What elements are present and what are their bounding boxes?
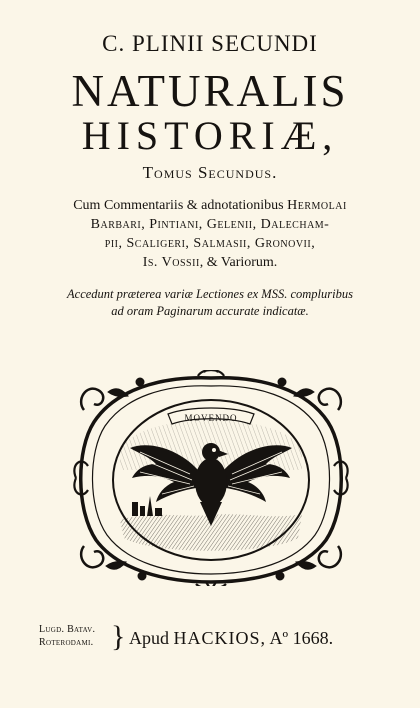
commentary-line2: Barbari, Pintiani, Gelenii, Dalecham- (90, 217, 330, 232)
imprint-publisher-name: HACKIOS, (173, 628, 267, 648)
imprint (39, 622, 389, 662)
accedunt-line1: Accedunt præterea variæ Lectiones ex MSS. compluribus (67, 287, 353, 301)
imprint-brace: } (111, 620, 126, 653)
commentary-line4 (30, 253, 390, 272)
commentary-line1 (30, 196, 390, 215)
imprint-publisher-line (129, 628, 333, 649)
imprint-place-leiden: Lugd. Batav. (39, 624, 96, 635)
commentary-name-vossius: Is. Vossii (142, 255, 200, 270)
commentary-name-hermolai: Hermolai (287, 198, 347, 213)
motto-text: MOVENDO (184, 413, 238, 423)
eagle-emblem-vignette (70, 370, 352, 586)
main-title-line1: NATURALIS (71, 66, 349, 116)
commentary-line3: pii, Scaligeri, Salmasii, Gronovii, (104, 236, 316, 251)
imprint-year: Aº 1668. (269, 628, 334, 648)
volume-line: Tomus Secundus. (142, 163, 278, 182)
commentary-suffix: , & Variorum. (199, 255, 278, 270)
author-line: C. PLINII SECUNDI (102, 31, 318, 56)
imprint-place-rotterdam: Roterodami. (39, 637, 94, 648)
main-title-line2: HISTORIÆ, (81, 113, 339, 158)
accedunt-line2: ad oram Paginarum accurate indicatæ. (111, 304, 309, 318)
imprint-apud: Apud (129, 628, 169, 648)
commentary-prefix: Cum Commentariis & adnotationibus (73, 198, 284, 213)
